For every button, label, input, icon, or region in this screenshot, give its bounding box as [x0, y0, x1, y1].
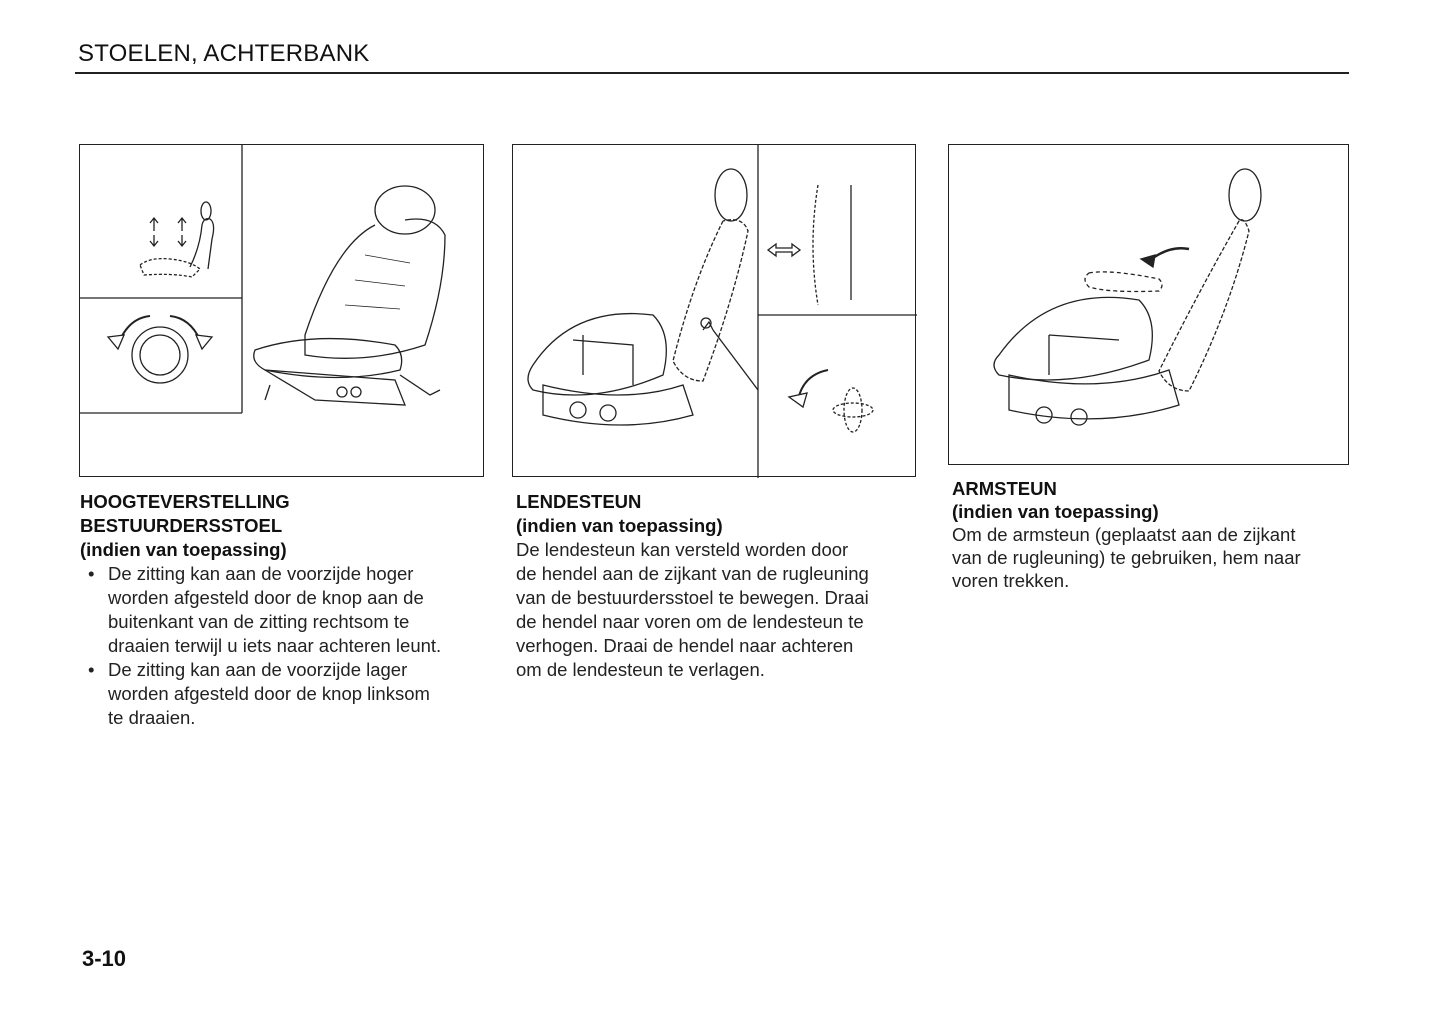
text-line: draaien terwijl u iets naar achteren leunt. [108, 635, 442, 656]
bullet-icon: • [88, 563, 95, 584]
header-rule [75, 72, 1349, 74]
armrest-figure [948, 144, 1349, 465]
text-line: De lendesteun kan versteld worden door [516, 539, 849, 560]
text-line: worden afgesteld door de knop aan de [108, 587, 424, 608]
bullet-list [80, 562, 490, 730]
text-line: de hendel naar voren om de lendesteun te [516, 611, 864, 632]
list-item [80, 562, 490, 658]
text-line: van de bestuurdersstoel te bewegen. Draai [516, 587, 869, 608]
text-line: Om de armsteun (geplaatst aan de zijkant [952, 524, 1296, 545]
text-line: om de lendesteun te verlagen. [516, 659, 765, 680]
section-subheading: (indien van toepassing) [952, 501, 1159, 522]
section-heading: LENDESTEUN [516, 491, 642, 512]
page-title: STOELEN, ACHTERBANK [78, 40, 370, 67]
text-line: voren trekken. [952, 570, 1070, 591]
page-number: 3-10 [82, 946, 127, 971]
seat-height-figure [79, 144, 484, 477]
text-line: verhogen. Draai de hendel naar achteren [516, 635, 854, 656]
bullet-icon: • [88, 659, 95, 680]
text-line: buitenkant van de zitting rechtsom te [108, 611, 410, 632]
seat-height-adjust-illustration [80, 145, 485, 478]
section-subheading: (indien van toepassing) [80, 539, 287, 560]
text-line: van de rugleuning) te gebruiken, hem naar [952, 547, 1301, 568]
list-item [80, 658, 490, 730]
section-heading: ARMSTEUN [952, 478, 1057, 499]
text-line: worden afgesteld door de knop linksom [108, 683, 430, 704]
section-heading: BESTUURDERSSTOEL [80, 515, 283, 536]
section-heading: HOOGTEVERSTELLING [80, 491, 290, 512]
armrest-illustration [949, 145, 1350, 466]
lumbar-support-illustration [513, 145, 917, 478]
section-subheading: (indien van toepassing) [516, 515, 723, 536]
section-lumbar [516, 490, 936, 682]
text-line: te draaien. [108, 707, 196, 728]
text-line: De zitting kan aan de voorzijde lager [108, 659, 408, 680]
text-line: De zitting kan aan de voorzijde hoger [108, 563, 414, 584]
lumbar-figure [512, 144, 916, 477]
section-armrest [952, 477, 1352, 592]
section-seat-height [80, 490, 490, 730]
text-line: de hendel aan de zijkant van de rugleuning [516, 563, 869, 584]
